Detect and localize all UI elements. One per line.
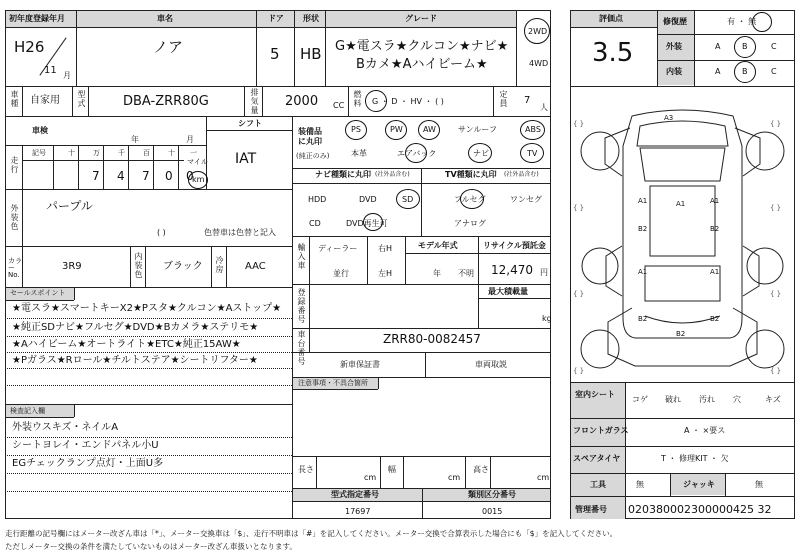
jack-label: ジャッキ <box>683 480 715 489</box>
mileage-unit-upper: マイル <box>187 158 208 166</box>
fuel-options: G ・ D ・ HV ・ ( ) <box>372 97 444 106</box>
interior-color: ブラック <box>163 261 203 272</box>
width-unit: cm <box>448 473 461 482</box>
odometer-digit-label: 一 <box>190 149 197 157</box>
mileage-label: 走行 <box>10 156 19 174</box>
spare-value: T ・ 修理KIT ・ 欠 <box>661 454 729 463</box>
displacement: 2000 <box>285 94 319 109</box>
diagram-damage-label: A3 <box>664 114 674 122</box>
odometer-digit-label: 十 <box>68 149 75 157</box>
header-row <box>6 11 516 27</box>
inspector-line-3: EGチェックランプ点灯・上面U多 <box>12 458 164 469</box>
sales-line-2: ★純正SDナビ★フルセグ★DVD★Bカメラ★ステリモ★ <box>12 322 259 333</box>
svg-text:{ }: { } <box>573 204 585 212</box>
ext-grade-c: C <box>771 42 777 51</box>
navi-hdd: HDD <box>308 195 327 204</box>
type-designation-label: 型式指定番号 <box>331 490 379 499</box>
odometer-divider <box>53 145 54 189</box>
reg-year: H26 <box>14 38 45 56</box>
navi-title: ナビ種類に丸印 <box>315 170 371 179</box>
rating-label: 評価点 <box>599 14 623 23</box>
recycle-unit: 円 <box>540 268 548 277</box>
max-load-label: 最大積載量 <box>488 287 528 296</box>
inspector-line-2: シートヨレイ・エンドパネル小U <box>12 440 159 451</box>
tv-fullseg: フルセグ <box>454 195 486 204</box>
capacity: 7 <box>524 95 531 106</box>
seat-item: コゲ <box>632 395 648 404</box>
grade-line2: Bカメ★Aハイビーム★ <box>356 57 488 72</box>
class-number-value: 0015 <box>482 507 503 516</box>
door-count: 5 <box>270 45 280 63</box>
svg-text:{ }: { } <box>770 120 782 128</box>
model-year-unit: 年 <box>433 269 441 278</box>
import-label: 輸入車 <box>297 243 306 270</box>
shift-value: IAT <box>235 151 257 167</box>
length-unit: cm <box>364 473 377 482</box>
cc-unit: CC <box>333 101 345 110</box>
equip-navi: ナビ <box>473 149 489 158</box>
seat-label: 室内シート <box>575 390 615 399</box>
reg-month: 11 <box>44 65 57 76</box>
tv-analog: アナログ <box>454 219 486 228</box>
repair-label: 修復歴 <box>663 17 687 26</box>
kind-label: 車種 <box>10 90 19 108</box>
navi-sd: SD <box>402 195 414 204</box>
import-dealer: ディーラー <box>318 244 358 253</box>
odometer-divider <box>128 145 129 189</box>
odometer-divider <box>103 145 104 189</box>
registration-label: 登録番号 <box>297 288 306 324</box>
equip-airbag: エアバック <box>397 149 437 158</box>
repair-none-circle <box>752 12 772 32</box>
car-name: ノア <box>153 38 184 56</box>
equip-abs: ABS <box>525 125 541 134</box>
import-left-h: 左H <box>378 269 393 278</box>
diagram-damage-label: A1 <box>676 200 686 208</box>
diagram-damage-label: B2 <box>676 330 686 338</box>
recycle-label: リサイクル預託金 <box>483 241 546 250</box>
mgmt-label: 管理番号 <box>575 505 607 514</box>
int-b-circle <box>734 61 756 83</box>
equip-aw: AW <box>423 125 436 134</box>
equip-sunroof: サンルーフ <box>458 125 497 134</box>
type-designation-value: 17697 <box>345 507 371 516</box>
odometer-digit: 0 <box>186 169 194 183</box>
glass-value: A ・ ×要ス <box>684 426 726 435</box>
color-value: パープル <box>46 199 93 213</box>
diagram-damage-label: B2 <box>710 315 720 323</box>
chassis-label: 車台番号 <box>297 330 306 366</box>
usage: 自家用 <box>30 95 60 106</box>
int-grade-c: C <box>771 67 777 76</box>
diagram-damage-label: A1 <box>710 197 720 205</box>
ac-label: 冷房 <box>215 256 224 274</box>
door-label: ドア <box>268 14 284 23</box>
color-no: 3R9 <box>62 261 82 272</box>
color-paren: ( ) <box>157 228 166 237</box>
tools-value: 無 <box>636 480 644 489</box>
ext-grade-a: A <box>715 42 721 51</box>
import-parallel: 並行 <box>333 269 349 278</box>
odometer-digit: 7 <box>142 169 150 183</box>
sales-line-4: ★Pガラス★Rロール★チルトステア★シートリフター★ <box>12 355 258 366</box>
month-unit: 月 <box>63 71 71 80</box>
grade-line1: G★電スラ★クルコン★ナビ★ <box>335 39 509 54</box>
color-no-label: カラーNo. <box>8 257 22 279</box>
interior-color-label: 内装色 <box>134 252 143 279</box>
shape-label: 形状 <box>303 14 319 23</box>
odometer-digit: 0 <box>165 169 173 183</box>
fuel-label: 燃料 <box>353 90 362 108</box>
diagram-damage-label: A1 <box>638 268 648 276</box>
drive-2wd: 2WD <box>528 27 548 36</box>
diagram-damage-label: A1 <box>710 268 720 276</box>
jack-value: 無 <box>755 480 763 489</box>
seat-item: 穴 <box>733 395 741 404</box>
equip-pw: PW <box>390 125 403 134</box>
diagram-damage-label: B2 <box>638 315 648 323</box>
odometer-digit: 4 <box>117 169 125 183</box>
notes-label: 注意事項・不具合箇所 <box>298 379 368 387</box>
recycle-value: 12,470 <box>491 263 533 277</box>
footer-line-2: ただしメーター交換の条件を満たしていないものはメーター改ざん車扱いとなります。 <box>5 542 297 551</box>
capacity-label: 定員 <box>499 90 508 108</box>
svg-text:{ }: { } <box>573 120 585 128</box>
spare-label: スペアタイヤ <box>573 454 621 463</box>
color-note: 色替車は色替と記入 <box>204 228 276 237</box>
int-grade-a: A <box>715 67 721 76</box>
ext-b-circle <box>734 36 756 58</box>
odometer-divider <box>178 145 179 189</box>
model-year-label: モデル年式 <box>418 241 458 250</box>
shift-label: シフト <box>238 119 262 128</box>
year-label: 初年度登録年月 <box>9 14 65 23</box>
odometer-divider <box>22 160 184 161</box>
new-car-warranty: 新車保証書 <box>340 360 380 369</box>
svg-text:{ }: { } <box>770 290 782 298</box>
seat-item: 汚れ <box>699 395 715 404</box>
name-label: 車名 <box>157 14 173 23</box>
tv-oneseg: ワンセグ <box>510 195 542 204</box>
equip-leather: 本革 <box>351 149 367 158</box>
equipment-label: 装備品に丸印 <box>298 127 322 147</box>
model-code: DBA-ZRR80G <box>123 94 209 109</box>
svg-text:{ }: { } <box>770 204 782 212</box>
equipment-sub: (純正のみ) <box>296 152 330 160</box>
odometer-divider <box>153 145 154 189</box>
odometer-digit-label: 十 <box>168 149 175 157</box>
tv-sub: (社外品含む) <box>504 171 539 178</box>
odometer-divider <box>78 145 79 189</box>
type-label: 型式 <box>77 90 86 108</box>
mgmt-value: 020380002300000425 32 <box>628 503 772 516</box>
rating-value: 3.5 <box>592 38 634 68</box>
equip-ps: PS <box>351 125 361 134</box>
car-manual: 車両取説 <box>475 360 507 369</box>
svg-text:{ }: { } <box>573 290 585 298</box>
import-right-h: 右H <box>378 244 393 253</box>
body-shape: HB <box>300 45 322 63</box>
svg-text:{ }: { } <box>770 367 782 375</box>
inspection-year: 年 <box>131 135 139 144</box>
footer-line-1: 走行距離の記号欄にはメーター改ざん車は「*」、メーター交換車は「$」、走行不明車は「#」を記入してください。メーター交換で合算表示した場合にも「$」を記入してください。 <box>5 529 618 538</box>
odometer-digit-label: 記号 <box>32 149 46 157</box>
diagram-damage-label: A1 <box>638 197 648 205</box>
repair-options: 有 ・ 無 <box>727 17 757 26</box>
height-label: 高さ <box>473 465 489 474</box>
int-grade-b: B <box>742 67 748 76</box>
color-label: 外装色 <box>10 204 19 231</box>
tv-title: TV種類に丸印 <box>445 170 497 179</box>
disp-label: 排気量 <box>250 88 259 115</box>
diagram-damage-label: B2 <box>638 225 648 233</box>
model-year-unknown: 不明 <box>458 269 474 278</box>
car-diagram <box>570 86 795 382</box>
exterior-label: 外装 <box>666 42 682 51</box>
odometer-digit-label: 千 <box>118 149 125 157</box>
navi-cd: CD <box>309 219 321 228</box>
class-number-label: 類別区分番号 <box>468 490 516 499</box>
width-label: 幅 <box>388 465 396 474</box>
sales-line-1: ★電スラ★スマートキーX2★Pスタ★クルコン★Aストップ★ <box>12 303 282 314</box>
seat-item: キズ <box>765 395 781 404</box>
seat-item: 破れ <box>665 395 681 404</box>
inspection-month: 月 <box>186 135 194 144</box>
glass-label: フロントガラス <box>573 426 629 435</box>
navi-dvd-play: DVD再生可 <box>346 219 388 228</box>
inspector-line-1: 外装ウスキズ・ネイルA <box>12 422 119 433</box>
drive-4wd: 4WD <box>529 59 549 68</box>
inspection-label: 車検 <box>32 126 48 135</box>
interior-label: 内装 <box>666 67 682 76</box>
chassis-number: ZRR80-0082457 <box>383 332 481 346</box>
odometer-digit: 7 <box>92 169 100 183</box>
max-load-unit: kg <box>542 314 552 323</box>
sales-line-3: ★Aハイビーム★オートライト★ETC★純正15AW★ <box>12 339 241 350</box>
navi-sub: (社外品含む) <box>375 171 410 178</box>
svg-text:{ }: { } <box>573 367 585 375</box>
odometer-digit-label: 万 <box>93 149 100 157</box>
sales-points-label: セールスポイント <box>10 289 66 297</box>
navi-dvd: DVD <box>359 195 377 204</box>
mileage-unit: km <box>192 175 205 184</box>
person-unit: 人 <box>540 103 548 112</box>
length-label: 長さ <box>298 465 314 474</box>
odometer-digit-label: 百 <box>143 149 150 157</box>
height-unit: cm <box>537 473 550 482</box>
ac-value: AAC <box>245 261 266 272</box>
ext-grade-b: B <box>742 42 748 51</box>
grade-label: グレード <box>405 14 437 23</box>
tools-label: 工具 <box>590 480 606 489</box>
equip-tv: TV <box>527 149 538 158</box>
diagram-damage-label: B2 <box>710 225 720 233</box>
inspector-label: 検査記入欄 <box>10 407 45 415</box>
